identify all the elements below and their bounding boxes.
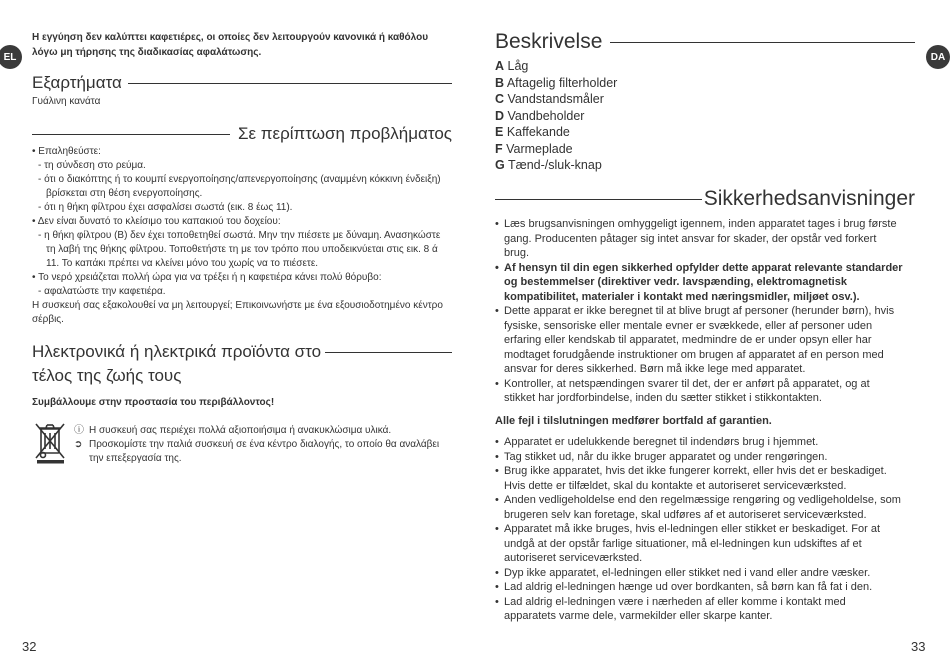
safety-item-text [504,450,915,465]
safety-item-line: Lad aldrig el-ledningen være i nærheden af eller komme i kontakt med [504,595,846,608]
safety-item-line: apparatets varme dele, varmekilder eller skarpe kanter. [504,610,773,622]
safety-item-text [504,522,915,566]
troubleshooting-title: Σε περίπτωση προβλήματος [237,124,452,143]
environment-title-line: τέλος της ζωής τους [32,366,182,385]
bullet: • [495,305,499,317]
safety-title: Sikkerhedsanvisninger [703,187,915,210]
safety-item-line: autoriseret serviceværksted. [504,552,643,564]
safety-item [495,493,915,522]
crossed-bin-icon [33,420,69,464]
troubleshooting-line: σέρβις. [32,314,64,325]
bullet: • [495,377,499,390]
language-tab-el: EL [0,45,22,69]
safety-item-line: Lad aldrig el-ledningen hænge ud over bordkanten, så børn kan få fat i den. [504,581,873,593]
safety-item-text [504,595,915,624]
parts-list [495,58,617,174]
part-item [495,108,617,125]
safety-item-text [504,377,915,406]
safety-item-text [504,464,915,493]
part-letter: F [495,141,503,156]
safety-item-text [504,217,915,261]
recycle-arrow-icon: ➲ [74,439,83,450]
environment-title-line: Ηλεκτρονικά ή ηλεκτρικά προϊόντα στο [32,342,322,361]
safety-item [495,377,915,406]
bullet: • [495,436,499,448]
bullet: • [495,450,499,463]
safety-item [495,566,915,581]
safety-item-line: Apparatet må ikke bruges, hvis el-ledningen eller stikket er beskadiget. For at [504,523,881,535]
safety-item-text [504,435,915,450]
troubleshooting-line: τη λαβή της θήκης φίλτρου. Τοποθετήστε τη με τον τρόπο που υποδεικνύεται στις εικ. 8 ά [46,244,438,255]
safety-item-line: undgå at der opstår farlige situationer, må el-ledningen kun udskiftes af et [504,537,862,550]
warranty-notice [32,30,452,60]
bullet: • [495,465,499,477]
right-page [475,0,950,672]
environment-heading [32,340,452,388]
safety-item [495,435,915,450]
spacer [74,452,89,466]
accessories-heading [32,73,452,93]
safety-item-line: Kontroller, at netspændingen svarer til det, der er anført på apparatet, og at [504,377,870,390]
safety-item-line: Tag stikket ud, når du ikke bruger apparatet og under rengøringen. [504,450,828,463]
environment-item [74,438,454,452]
environment-subtitle: Συμβάλλουμε στην προστασία του περιβάλλοντος! [32,397,275,408]
heading-rule [32,134,230,135]
troubleshooting-line: βρίσκεται στη θέση ενεργοποίησης. [46,188,203,199]
safety-item [495,464,915,493]
safety-instructions [495,217,915,624]
safety-item-line: modtaget forudgående instruktioner om brugen af apparatet af en person med [504,348,884,361]
bullet: • [495,581,499,593]
part-name: Kaffekande [506,125,570,139]
bullet: • [495,566,499,579]
troubleshooting-line: - ότι η θήκη φίλτρου έχει ασφαλίσει σωστά (εικ. 8 έως 11). [38,202,293,213]
safety-item-line: Anden vedligeholdelse end den regelmæssige rengøring og vedligeholdelse, som [504,494,901,506]
safety-item-line: og bestemmelser (direktiver vedr. lavspænding, elektromagnetisk [504,276,847,288]
safety-item [495,580,915,595]
accessories-title: Εξαρτήματα [32,73,122,92]
part-item [495,124,617,141]
safety-item [495,522,915,566]
safety-item-line: Læs brugsanvisningen omhyggeligt igennem, inden apparatet tages i brug første [504,218,897,230]
part-letter: D [495,108,505,123]
troubleshooting-line: 11. Το καπάκι πρέπει να κλείνει μόνο του χωρίς να το πιέσετε. [46,258,319,269]
bullet: • [495,523,499,535]
environment-item-text: Προσκομίστε την παλιά συσκευή σε ένα κέντρο διαλογής, το οποίο θα αναλάβει [89,439,440,450]
troubleshooting-heading [32,124,452,144]
part-name: Vandbeholder [507,108,585,123]
part-name: Låg [507,59,529,73]
safety-item-line: ansvar for deres sikkerhed. Børn må ikke lege med apparatet. [504,363,806,375]
description-title: Beskrivelse [495,30,603,53]
part-letter: E [495,125,504,139]
accessories-item: Γυάλινη κανάτα [32,96,101,107]
part-item [495,75,617,92]
environment-item-text: την επεξεργασία της. [89,453,182,464]
safety-item-line: Hvis dette er tilfældet, skal du kontakte et autoriseret serviceværksted. [504,479,847,492]
part-item [495,91,617,108]
page-number: 33 [911,639,926,654]
part-letter: B [495,75,505,90]
info-icon: ⓘ [74,425,84,436]
troubleshooting-line: Η συσκευή σας εξακολουθεί να μη λειτουργεί; Επικοινωνήστε με ένα εξουσιοδοτημένο κέντρο [32,300,443,311]
safety-item-line: brug. [504,247,530,259]
safety-item-line: Dyp ikke apparatet, el-ledningen eller stikket ned i vand eller andre væsker. [504,566,871,579]
safety-item-line: stikket har jordforbindelse, inden du sætter stikket i stikkontakten. [504,392,822,404]
part-letter: A [495,59,505,73]
safety-item-line: erfaring eller kendskab til apparatet, medmindre de er under opsyn eller har [504,334,872,346]
warranty-warning: Alle fejl i tilslutningen medfører bortfald af garantien. [495,414,772,427]
safety-item-line: Af hensyn til din egen sikkerhed opfylder dette apparat relevante standarder [504,261,903,274]
part-name: Aftagelig filterholder [506,75,618,90]
part-item [495,141,617,158]
part-item [495,157,617,174]
heading-rule [325,352,452,353]
troubleshooting-line: - ότι ο διακόπτης ή το κουμπί ενεργοποίησης/απενεργοποίησης (αναμμένη κόκκινη ένδειξη) [38,174,441,185]
safety-item [495,261,915,305]
safety-item-line: gang. Producenten påtager sig intet ansvar for skader, der opstår ved forkert [504,232,877,245]
environment-item-text: Η συσκευή σας περιέχει πολλά αξιοποιήσιμα ή ανακυκλώσιμα υλικά. [89,425,392,436]
environment-item [74,452,454,466]
safety-item [495,217,915,261]
safety-item [495,304,915,377]
safety-item [495,595,915,624]
part-name: Vandstandsmåler [507,92,604,106]
troubleshooting-line: - η θήκη φίλτρου (B) δεν έχει τοποθετηθεί σωστά. Μην την πιέσετε με δύναμη. Ανασηκώστε [38,230,441,241]
safety-item-line: Brug ikke apparatet, hvis det ikke fungerer korrekt, eller hvis det er beskadiget. [504,465,887,477]
troubleshooting-line: • Το νερό χρειάζεται πολλή ώρα για να τρέξει ή η καφετιέρα κάνει πολύ θόρυβο: [32,272,382,283]
safety-item-line: Dette apparat er ikke beregnet til at blive brugt af personer (herunder børn), hvis [504,305,895,317]
bullet: • [495,595,499,608]
part-letter: C [495,92,505,106]
environment-item [74,424,454,438]
page-number: 32 [22,639,37,654]
safety-item-line: fysiske, sensoriske eller mentale evner er svækkede, eller af personer uden [504,319,873,332]
bullet: • [495,261,499,274]
heading-rule [128,83,452,84]
safety-item-text [504,261,915,305]
safety-item-text [504,566,915,581]
troubleshooting-line: - αφαλατώστε την καφετιέρα. [38,286,166,297]
safety-heading [495,187,915,211]
safety-item-text [504,580,915,595]
safety-item-line: kompatibilitet, materialer i kontakt med næringsmidler, miljøet osv.). [504,290,860,303]
safety-item-line: Apparatet er udelukkende beregnet til indendørs brug i hjemmet. [504,436,819,448]
bullet: • [495,494,499,506]
part-name: Tænd-/sluk-knap [507,158,602,172]
warranty-notice-line: Η εγγύηση δεν καλύπτει καφετιέρες, οι οποίες δεν λειτουργούν κανονικά ή καθόλου [32,32,429,43]
bullet: • [495,218,499,230]
heading-rule [495,199,702,200]
part-letter: G [495,158,505,172]
language-tab-da: DA [926,45,950,69]
warranty-notice-line: λόγω μη τήρησης της διαδικασίας αφαλάτωσης. [32,47,262,58]
troubleshooting-line: • Δεν είναι δυνατό το κλείσιμο του καπακιού του δοχείου: [32,216,281,227]
troubleshooting-list [32,145,452,327]
safety-item-text [504,493,915,522]
heading-rule [610,42,915,43]
part-name: Varmeplade [506,141,573,156]
troubleshooting-line: • Επαληθεύστε: [32,146,101,157]
safety-item-text [504,304,915,377]
description-heading [495,30,915,54]
environment-list [74,424,454,466]
safety-item-line: brugeren selv kan foretage, skal udføres af et autoriseret serviceværksted. [504,508,867,521]
troubleshooting-line: - τη σύνδεση στο ρεύμα. [38,160,146,171]
safety-item [495,450,915,465]
part-item [495,58,617,75]
